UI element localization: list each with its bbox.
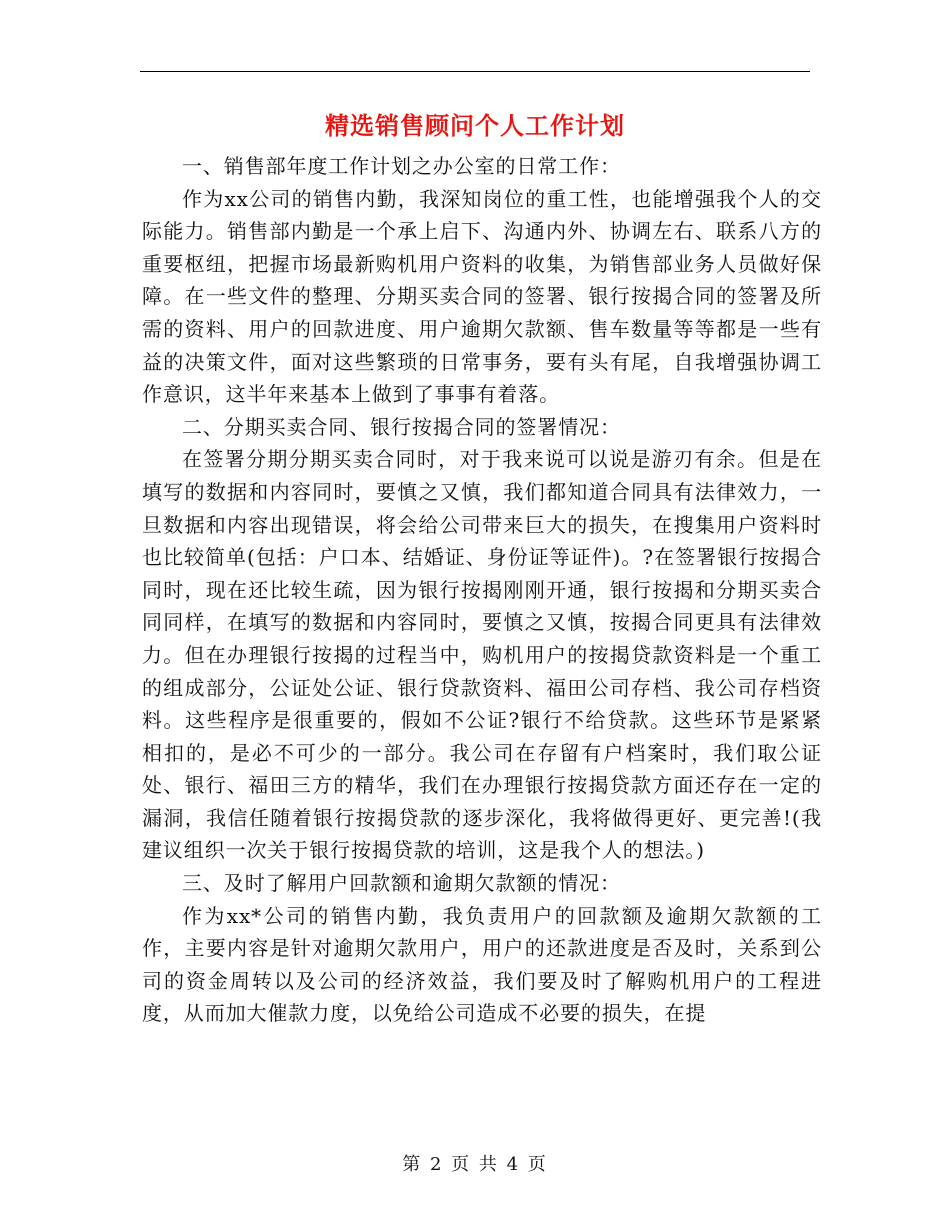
section-heading-1: 一、销售部年度工作计划之办公室的日常工作： [182, 154, 621, 178]
page-number: 第 2 页 共 4 页 [402, 1154, 548, 1175]
paragraph-daily-work: 作为xx公司的销售内勤，我深知岗位的重工性，也能增强我个人的交际能力。销售部内勤是一个承上启下、沟通内外、协调左右、联系八方的重要枢纽，把握市场最新购机用户资料的收集，为销售部业务人员做好保障。在一些文件的整理、分期买卖合同的签署、银行按揭合同的签署及所需的资料、用户的回款进度、用户逾期欠款额、售车数量等等都是一些有益的决策文件，面对这些繁琐的日常事务，要有头有尾，自我增强协调工作意识，这半年来基本上做到了事事有着落。 [142, 186, 822, 407]
section-heading-2: 二、分期买卖合同、银行按揭合同的签署情况： [182, 414, 621, 439]
document-title: 精选销售顾问个人工作计划 [325, 111, 625, 140]
section-heading-3: 三、及时了解用户回款额和逾期欠款额的情况： [182, 871, 621, 896]
paragraph-contract-signing: 在签署分期分期买卖合同时，对于我来说可以说是游刃有余。但是在填写的数据和内容同时，要慎之又慎，我们都知道合同具有法律效力，一旦数据和内容出现错误，将会给公司带来巨大的损失，在搜集用户资料时也比较简单(包括：户口本、结婚证、身份证等证件)。?在签署银行按揭合同时，现在还比较生疏，因为银行按揭刚刚开通，银行按揭和分期买卖合同同样，在填写的数据和内容同时，要慎之又慎，按揭合同更具有法律效力。但在办理银行按揭的过程当中，购机用户的按揭贷款资料是一个重工的组成部分，公证处公证、银行贷款资料、福田公司存档、我公司存档资料。这些程序是很重要的，假如不公证?银行不给贷款。这些环节是紧紧相扣的，是必不可少的一部分。我公司在存留有户档案时，我们取公证处、银行、福田三方的精华，我们在办理银行按揭贷款方面还存在一定的漏洞，我信任随着银行按揭贷款的逐步深化，我将做得更好、更完善!(我建议组织一次关于银行按揭贷款的培训，这是我个人的想法。) [142, 447, 822, 863]
document-body [142, 150, 822, 1030]
paragraph-payment-tracking: 作为xx*公司的销售内勤，我负责用户的回款额及逾期欠款额的工作，主要内容是针对逾期欠款用户，用户的还款进度是否及时，关系到公司的资金周转以及公司的经济效益，我们要及时了解购机用户的工程进度，从而加大催款力度，以免给公司造成不必要的损失，在提 [142, 903, 822, 1026]
header-rule [140, 71, 810, 72]
